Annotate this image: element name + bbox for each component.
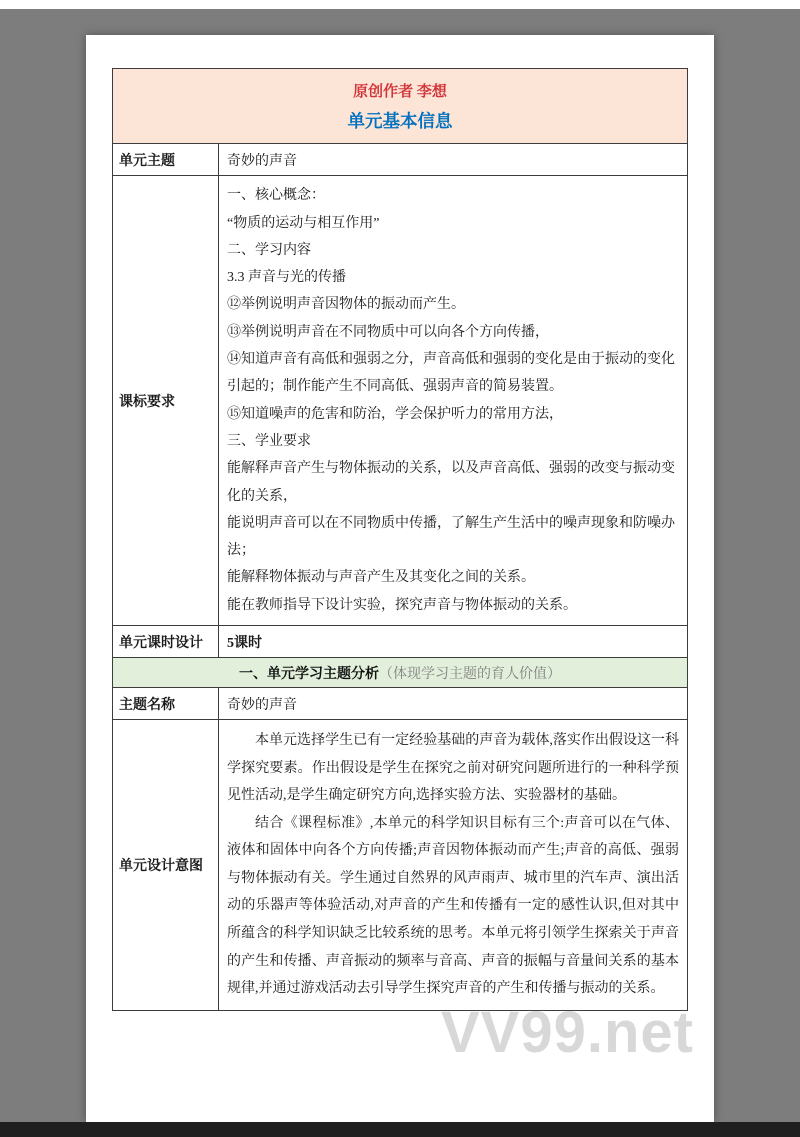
unit-info-table xyxy=(112,68,688,1011)
standards-line: “物质的运动与相互作用” xyxy=(227,215,380,231)
standards-line: ⑬举例说明声音在不同物质中可以向各个方向传播， xyxy=(227,324,549,340)
standards-line: ⑫举例说明声音因物体的振动而产生。 xyxy=(227,297,465,313)
watermark: VV99.net xyxy=(441,1000,694,1065)
standards-line: 三、学业要求 xyxy=(227,433,311,449)
row-label-lesson-count: 单元课时设计 xyxy=(113,626,219,658)
design-intent-paragraph: 本单元选择学生已有一定经验基础的声音为载体,落实作出假设这一科学探究要素。作出假设是学生在探究之前对研究问题所进行的一种科学预见性活动,是学生确定研究方向,选择实验方法、实验器材的基础。 xyxy=(227,733,679,804)
section-title: 一、单元学习主题分析 xyxy=(239,666,379,682)
standards-line: 3.3 声音与光的传播 xyxy=(227,270,346,286)
section-header-row xyxy=(113,658,688,688)
standards-line: 能在教师指导下设计实验，探究声音与物体振动的关系。 xyxy=(227,597,577,613)
row-value-lesson-count: 5课时 xyxy=(219,626,688,658)
standards-line: 能解释物体振动与声音产生及其变化之间的关系。 xyxy=(227,570,535,586)
row-value-standards xyxy=(219,176,688,626)
table-row-lesson-count xyxy=(113,626,688,658)
standards-lines xyxy=(227,180,679,621)
section-header-cell xyxy=(113,658,688,688)
row-value-unit-theme: 奇妙的声音 xyxy=(219,144,688,176)
table-row-standards xyxy=(113,176,688,626)
table-header-row xyxy=(113,69,688,144)
table-row-unit-theme xyxy=(113,144,688,176)
standards-line: 二、学习内容 xyxy=(227,242,311,258)
table-row-topic-name xyxy=(113,688,688,720)
design-intent-paragraphs xyxy=(227,724,679,1006)
standards-line: 能解释声音产生与物体振动的关系，以及声音高低、强弱的改变与振动变化的关系， xyxy=(227,461,675,504)
row-label-topic-name: 主题名称 xyxy=(113,688,219,720)
top-strip xyxy=(0,0,800,9)
section-subtitle: （体现学习主题的育人价值） xyxy=(379,666,561,682)
row-value-design-intent xyxy=(219,720,688,1011)
row-label-unit-theme: 单元主题 xyxy=(113,144,219,176)
standards-line: ⑭知道声音有高低和强弱之分，声音高低和强弱的变化是由于振动的变化引起的；制作能产生不同高低、强弱声音的简易装置。 xyxy=(227,352,675,395)
table-row-design-intent xyxy=(113,720,688,1011)
header-cell xyxy=(113,69,688,144)
standards-line: 能说明声音可以在不同物质中传播，了解生产生活中的噪声现象和防噪办法； xyxy=(227,515,675,559)
design-intent-paragraph: 结合《课程标准》,本单元的科学知识目标有三个:声音可以在气体、液体和固体中向各个方向传播;声音因物体振动而产生;声音的高低、强弱与物体振动有关。学生通过自然界的风声雨声、城市里的汽车声、演出活动的乐器声等体验活动,对声音的产生和传播有一定的感性认识,但对其中所蕴含的科学知识缺乏比较系统的思考。本单元将引领学生探索关于声音的产生和传播、声音振动的频率与音高、声音的振幅与音量间关系的基本规律,并通过游戏活动去引导学生探究声音的产生和传播与振动的关系。 xyxy=(227,815,679,997)
row-label-standards: 课标要求 xyxy=(113,176,219,626)
standards-line: ⑮知道噪声的危害和防治，学会保护听力的常用方法， xyxy=(227,406,563,422)
row-label-design-intent: 单元设计意图 xyxy=(113,720,219,1011)
standards-line: 一、核心概念： xyxy=(227,188,325,204)
bottom-bar xyxy=(0,1122,800,1137)
author-line: 原创作者 李想 xyxy=(353,84,447,100)
row-value-topic-name: 奇妙的声音 xyxy=(219,688,688,720)
document-page xyxy=(86,35,714,1122)
page-title: 单元基本信息 xyxy=(347,110,453,131)
